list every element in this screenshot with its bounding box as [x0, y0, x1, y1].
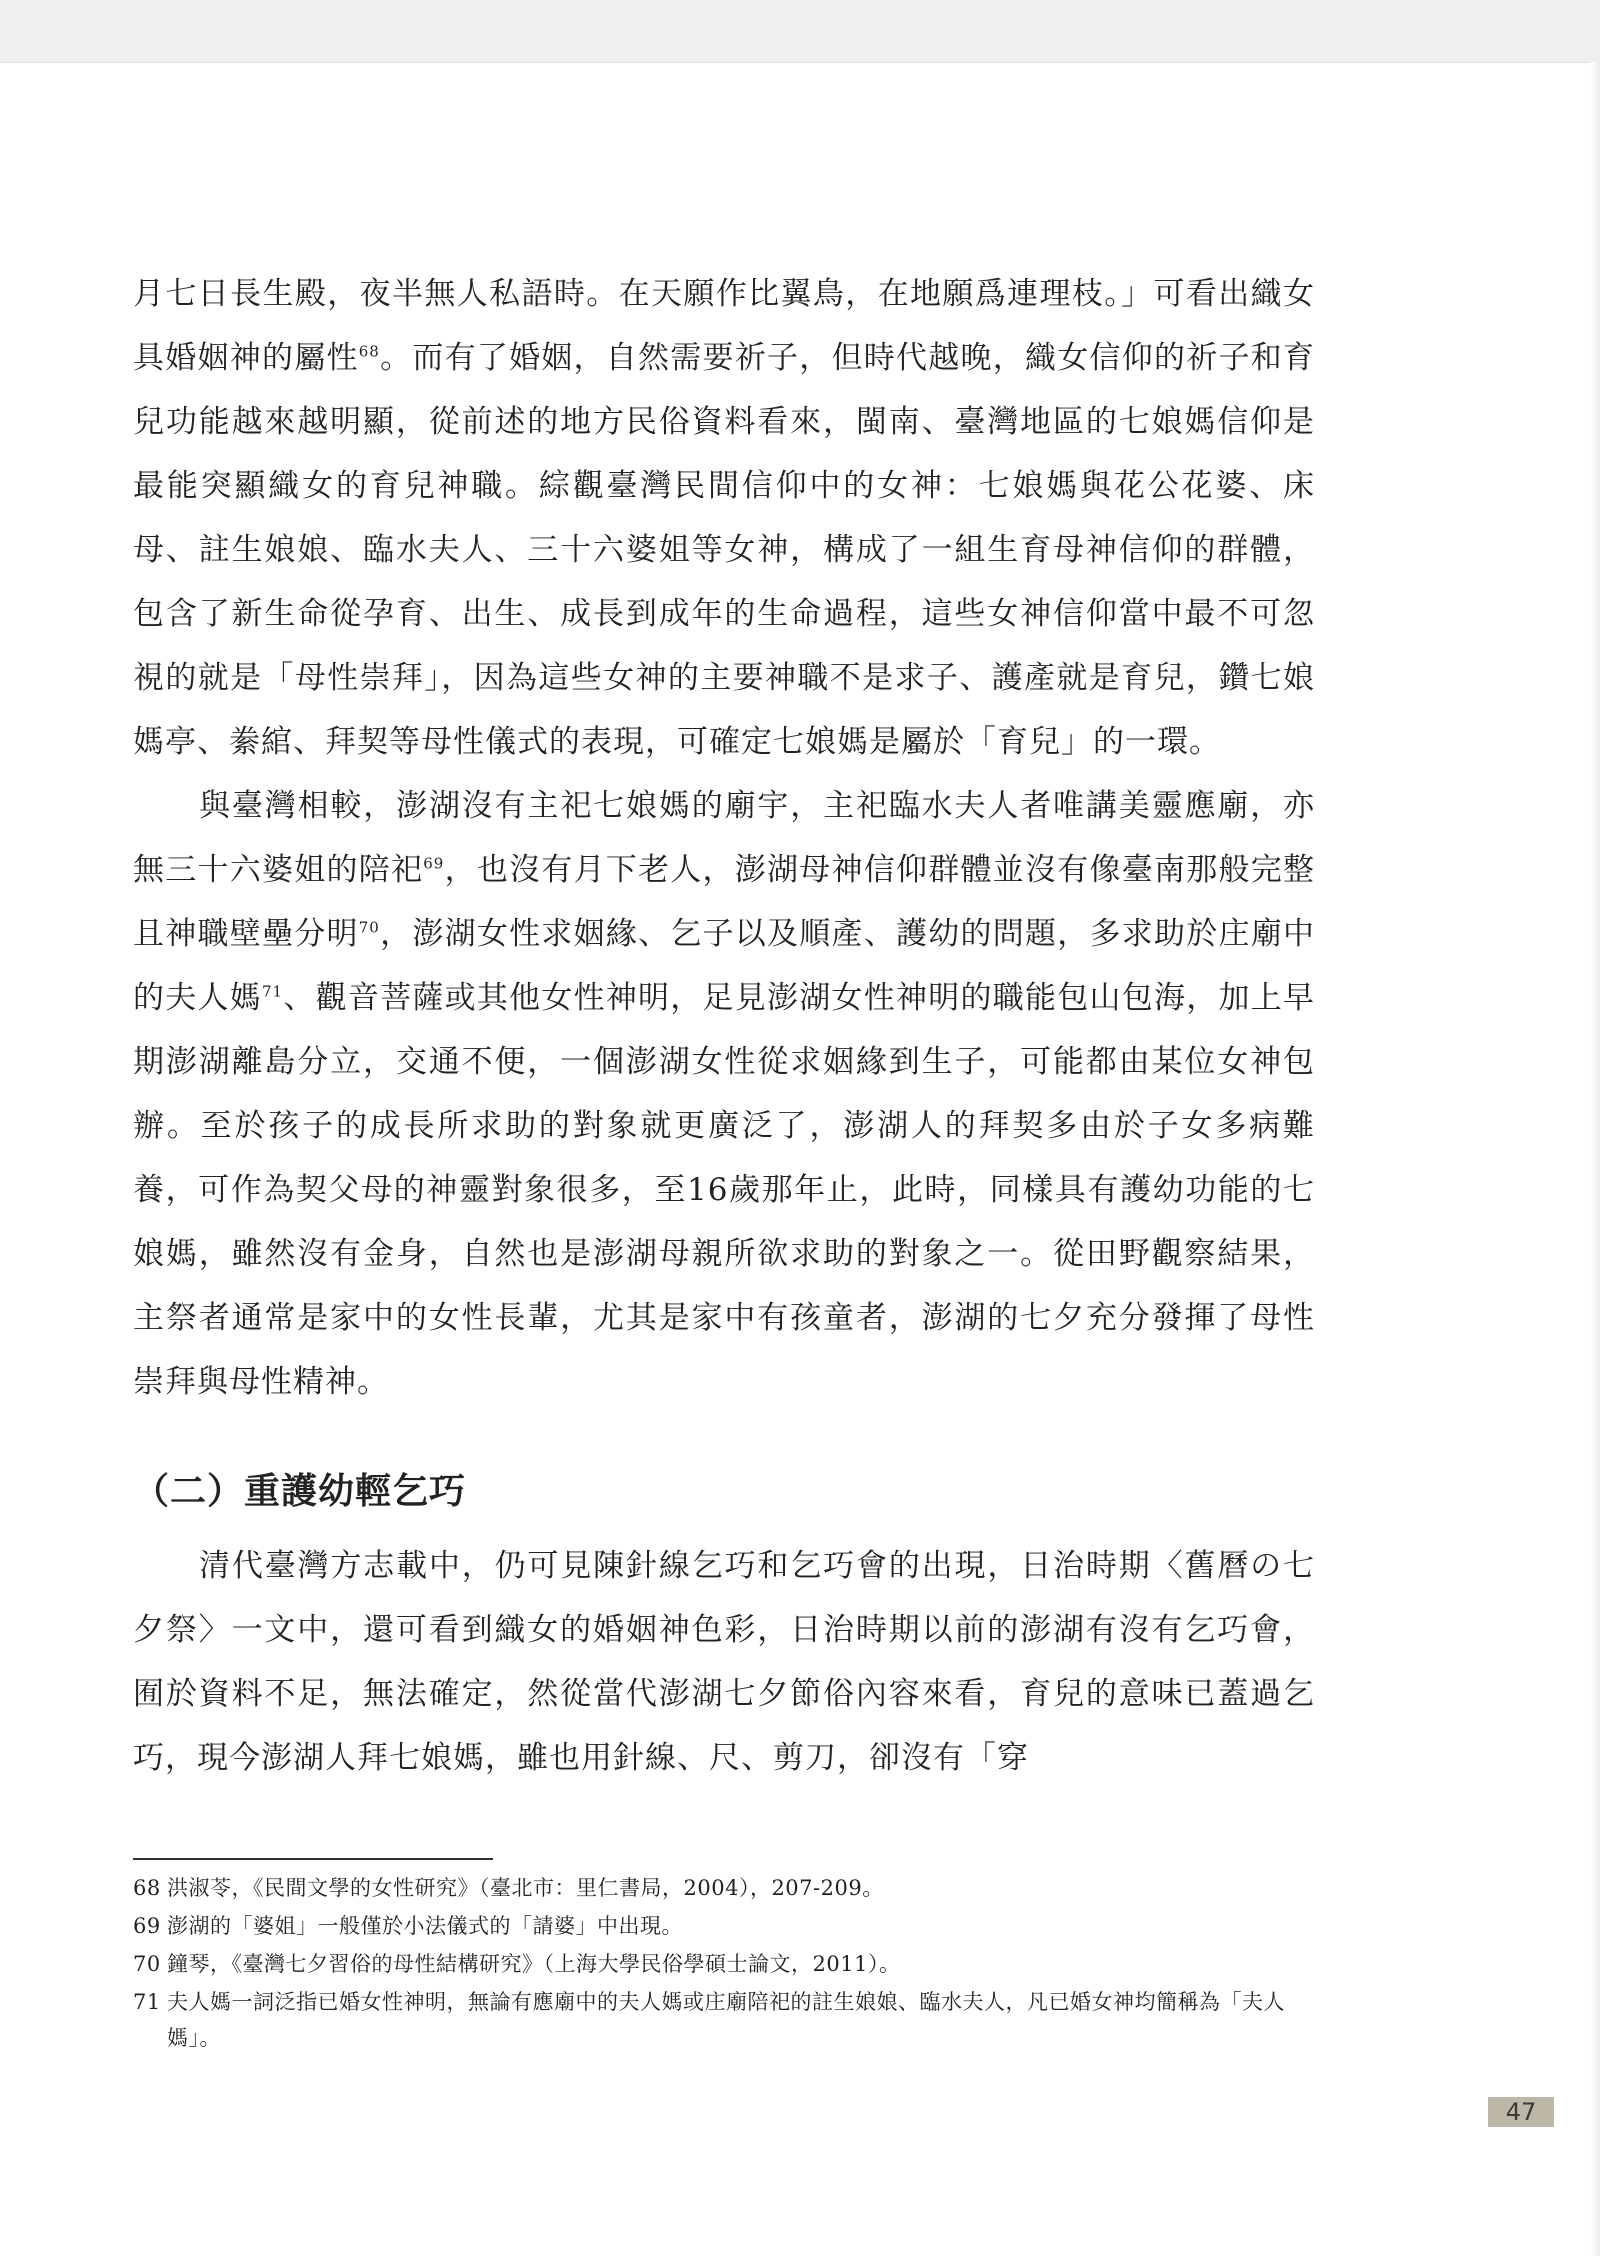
footnote-number: 70 — [133, 1952, 161, 1976]
page-number: 47 — [1488, 2097, 1554, 2127]
footnote-ref-71[interactable]: 71 — [262, 982, 284, 1001]
section-heading: （二）重護幼輕乞巧 — [133, 1471, 467, 1512]
footnote-ref-70[interactable]: 70 — [358, 918, 380, 937]
paragraph-2-part-3: ，澎湖女性求姻緣、乞子以及順產、護幼的問題，多求助於庄廟中的夫人媽 — [133, 916, 1315, 1016]
paragraph-1 — [133, 262, 1315, 774]
paragraph-1-text: 月七日長生殿，夜半無人私語時。在天願作比翼鳥，在地願爲連理枝。」可看出織女具婚姻神的屬性 — [133, 276, 1315, 376]
footnote-number: 68 — [133, 1876, 161, 1900]
footnote-ref-69[interactable]: 69 — [423, 854, 445, 873]
paragraph-2-part-1: 與臺灣相較，澎湖沒有主祀七娘媽的廟宇，主祀臨水夫人者唯講美靈應廟，亦無三十六婆姐的陪祀 — [133, 788, 1315, 888]
paragraph-2-part-4: 、觀音菩薩或其他女性神明，足見澎湖女性神明的職能包山包海，加上早期澎湖離島分立，交通不便，一個澎湖女性從求姻緣到生子，可能都由某位女神包辦。至於孩子的成長所求助的對象就更廣泛了，澎湖人的拜契多由於子女多病難養，可作為契父母的神靈對象很多，至16歲那年止，此時，同樣具有護幼功能的七娘媽，雖然沒有金身，自然也是澎湖母親所欲求助的對象之一。從田野觀察結果，主祭者通常是家中的女性長輩，尤其是家中有孩童者，澎湖的七夕充分發揮了母性崇拜與母性精神。 — [133, 980, 1316, 1400]
footnote-ref-68[interactable]: 68 — [358, 342, 380, 361]
footnote-68 — [133, 1870, 1315, 1906]
footnote-text: 夫人媽一詞泛指已婚女性神明，無論有應廟中的夫人媽或庄廟陪祀的註生娘娘、臨水夫人，凡已婚女神均簡稱為「夫人媽」。 — [167, 1990, 1285, 2050]
footnote-69 — [133, 1908, 1315, 1944]
footnote-number: 71 — [133, 1990, 161, 2014]
footnote-71 — [133, 1984, 1315, 2056]
footnote-text: 鐘琴，《臺灣七夕習俗的母性結構研究》（上海大學民俗學碩士論文，2011）。 — [167, 1952, 901, 1976]
footnote-text: 洪淑苓，《民間文學的女性研究》（臺北市：里仁書局，2004），207-209。 — [167, 1876, 884, 1900]
footnote-70 — [133, 1946, 1315, 1982]
scan-top-band — [0, 0, 1600, 63]
paragraph-1-tail: 。而有了婚姻，自然需要祈子，但時代越晚，織女信仰的祈子和育兒功能越來越明顯，從前述的地方民俗資料看來，閩南、臺灣地區的七娘媽信仰是最能突顯織女的育兒神職。綜觀臺灣民間信仰中的女神：七娘媽與花公花婆、床母、註生娘娘、臨水夫人、三十六婆姐等女神，構成了一組生育母神信仰的群體，包含了新生命從孕育、出生、成長到成年的生命過程，這些女神信仰當中最不可忽視的就是「母性崇拜」，因為這些女神的主要神職不是求子、護產就是育兒，鑽七娘媽亭、絭綰、拜契等母性儀式的表現，可確定七娘媽是屬於「育兒」的一環。 — [133, 340, 1315, 760]
paragraph-3: 清代臺灣方志載中，仍可見陳針線乞巧和乞巧會的出現，日治時期〈舊曆の七夕祭〉一文中，還可看到織女的婚姻神色彩，日治時期以前的澎湖有沒有乞巧會，囿於資料不足，無法確定，然從當代澎湖七夕節俗內容來看，育兒的意味已蓋過乞巧，現今澎湖人拜七娘媽，雖也用針線、尺、剪刀，卻沒有「穿 — [133, 1548, 1315, 1776]
paragraph-2 — [133, 774, 1315, 1414]
main-text — [133, 262, 1315, 1790]
scan-right-edge — [1590, 62, 1600, 2256]
footnote-number: 69 — [133, 1914, 161, 1938]
footnote-divider — [133, 1858, 493, 1860]
footnotes — [133, 1870, 1315, 2058]
paragraph-2-part-2: ，也沒有月下老人，澎湖母神信仰群體並沒有像臺南那般完整且神職壁壘分明 — [133, 852, 1316, 952]
footnote-text: 澎湖的「婆姐」一般僅於小法儀式的「請婆」中出現。 — [167, 1914, 683, 1938]
